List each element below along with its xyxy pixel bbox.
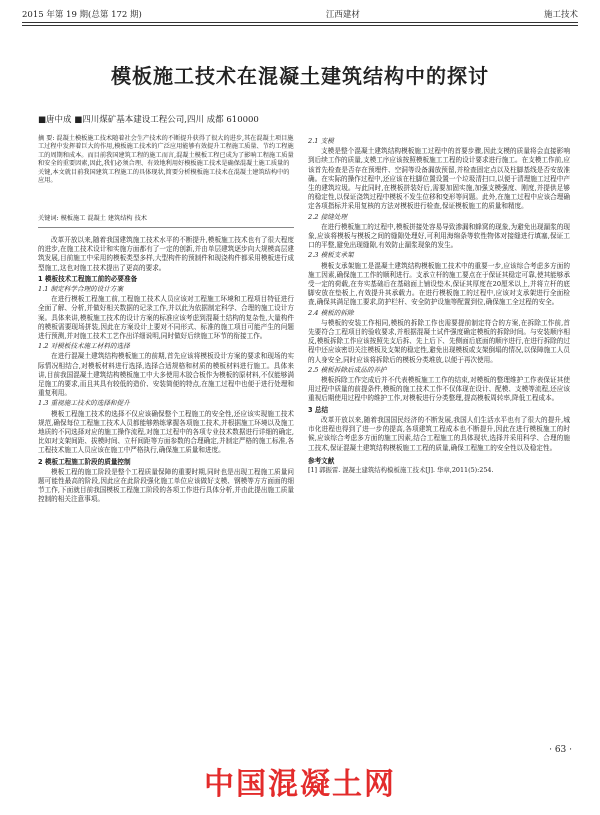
page-header [22, 6, 578, 22]
section-heading: 3 总结 [308, 405, 329, 414]
header-rule [22, 22, 578, 23]
article-title: 模板施工技术在混凝土建筑结构中的探讨 [111, 64, 489, 88]
abstract: 摘 要: 混凝土模板施工技术随着社会生产技术的不断提升获得了很大的进步,其在混凝土项目施工过程中发挥着巨大的作用,模板施工技术的广泛应用能够有效提升工程施工质量、节约工程施工的周期和成本。而目前我国建筑工程的施工而言,混凝土模板工程已成为了影响工程施工质量和安全的重要因素,因此,我们必须合理、有效地利用好模板施工技术是确保混凝土施工质量的关键,本文就目前我国建筑工程施工的具体现状,简要分析模板施工技术在混凝土建筑结构中的应用。 [38, 135, 294, 185]
body-paragraph: 改革开放以来,随着我国建筑施工技术水平的不断提升,模板施工技术也有了很大程度的进步,在施工技术设计和实施方面都有了一定的创新,并由单层建筑逐步向大规模高层建筑发展,目前施工中采用的模板类型多样,大型构件的预制件和现浇构件都采用模板进行成型施工,这也对施工技术提出了更高的要求。 [38, 236, 294, 272]
keywords: 关键词: 模板施工 混凝土 建筑结构 技术 [38, 215, 147, 222]
subsection-heading: 2.5 模板拆除后成品的养护 [308, 365, 387, 374]
body-paragraph: 在进行模板工程施工前,工程施工技术人员应该对工程施工环境和工程项目特征进行全面了解、分析,并做好相关数据的记录工作,并以此为依据制定科学、合理的施工设计方案。具体来讲,模板施工技术的设计方案的标准应该考虑到混凝土结构的复杂性,大量构件的模板需要现场拼装,因此在方案设计上要对不同形式、标准的施工项目可能产生的问题进行预测,并对施工技术工艺作出详细说明,同时做好后续施工环节的衔接工作。 [38, 295, 294, 341]
section-heading: 2 模板工程施工阶段的质量控制 [38, 457, 131, 466]
header-rule-thin [22, 25, 578, 26]
body-paragraph: 支模是整个混凝土建筑结构模板施工过程中的首要步骤,因此支模的质量将会直接影响到后续工作的质量,支模工序应该按照模板施工工程的设计要求进行施工。在支模工作前,应该首先检查是否存在预埋件、空洞等设备漏放预留,并检查固定点以及柱脚基线是否安放准确。在实际的操作过程中,还应该在柱脚位置设置一个垃圾清扫口,以便于清理施工过程中产生的建筑垃圾。与此同时,在模板拼装好后,需要加固实施,加强支模强度、刚度,并提供足够的稳定性,以保证浇筑过程中模板不发生位移和变形等问题。此外,在施工过程中应该合理确定各项指标并采用复核的方法对模板进行检查,保证模板施工的质量和精度。 [308, 147, 570, 211]
reference-item: [1] 郭振雷. 混凝土建筑结构模板施工技术[J]. 华章,2011(5):254. [308, 465, 494, 474]
body-paragraph: 在进行模板施工的过程中,模板拼接处容易导致渗漏和蜂窝的现象,为避免出现漏浆的现象,应该将模板与模板之间的缝隙处理好,可利用海绵条等软性物体对接缝进行填塞,保证工口的平整,避免出现缝隙,有效防止漏浆现象的发生。 [308, 222, 570, 250]
body-paragraph: 改革开放以来,随着我国国民经济的不断发展,我国人们生活水平也有了很大的提升,城市化进程也得到了进一步的提高,各项建筑工程成本也不断提升,因此在进行模板施工的时候,应该综合考虑多方面的施工因素,结合工程施工的具体现状,选择并采用科学、合理的施工技术,保证混凝土建筑结构模板施工工程的质量,确保工程施工的安全性以及稳定性。 [308, 415, 570, 452]
right-column [308, 136, 570, 475]
body-paragraph: 模板工程的施工阶段是整个工程质量保障的重要时期,同时也是出现工程施工质量问题可能性最高的阶段,因此应在此阶段强化施工单位应该做好支模、钢模等方方面面的细节工作,下面就目前我国模板工程施工阶段的各项工作进行具体分析,并由此提出施工质量控制的相关注意事项。 [38, 467, 294, 504]
subsection-heading: 2.4 模板的拆除 [308, 308, 354, 317]
header-section: 施工技术 [543, 10, 578, 20]
header-issue: 2015 年第 19 期(总第 172 期) [22, 10, 142, 20]
left-column [38, 236, 294, 505]
page-number: · 63 · [549, 745, 572, 755]
section-heading: 1 模板技术工程施工前的必要准备 [38, 274, 138, 283]
author-line: ■唐中成 ■四川煤矿基本建设工程公司,四川 成都 610000 [38, 115, 259, 125]
body-paragraph: 模板工程施工技术的选择不仅应该确保整个工程施工的安全性,还应该实现施工技术规范,确保每位工程施工技术人员都能够熟练掌握各项施工技术,并根据施工环境以及施工地质的不同选择对应的施工操作流程,对施工过程中的各项专业技术数据进行详细的确定,比如对支架间距、拔模时间、立杆间距等方面参数的合理确定,并制定严格的施工标准,各工程技术施工人员应该在施工中严格执行,确保施工质量和进度。 [38, 409, 294, 455]
subsection-heading: 1.3 重视施工技术的选择和提升 [38, 399, 130, 408]
subsection-heading: 1.1 制定科学合理的设计方案 [38, 285, 124, 294]
references-heading: 参考文献 [308, 456, 335, 465]
subsection-heading: 2.2 接缝处理 [308, 212, 347, 221]
subsection-heading: 2.1 支模 [308, 137, 334, 145]
body-paragraph: 模板支承架施工是混凝土建筑结构模板施工技术中的重要一步,应该综合考虑多方面的施工因素,确保施工工作的顺利进行。支承立杆的施工要点在于保证其稳定可靠,使其能够承受一定的荷载,在夯实基础后在基础面上铺设垫木,保证其厚度在20厘米以上,并将立杆的底脚安放在垫板上,有效提升其承载力。在进行模板施工的过程中,应该对支承架进行全面检查,确保其满足施工要求,防护栏杆、安全防护设施等配置到位,确保施工全过程的安全。 [308, 261, 570, 307]
abstract-divider [38, 227, 294, 228]
subsection-heading: 2.3 模板支承架 [308, 251, 354, 260]
subsection-heading: 1.2 对模板技术施工材料的选择 [38, 342, 130, 351]
body-paragraph: 在进行混凝土建筑结构模板施工的前期,首先应该将模板设计方案的要求和现场的实际情况相结合,对模板材料进行选择,选择合适规格和材质的模板材料进行施工。具体来讲,目前我国混凝土建筑结构模板施工中大多使用木胶合板作为模板的原材料,不仅能够满足施工的要求,而且其具有较低的造价、安装简便的特点,在施工过程中也便于进行处理和重复利用。 [38, 352, 294, 398]
body-paragraph: 与模板的安装工作相同,模板的拆除工作也需要提前制定符合的方案,在拆除工作前,首先要符合工程项目的验收要求,并根据混凝土试件强度确定模板的拆除时间。与安装顺序相反,模板拆除工作应该按照先支后拆、先上后下、先侧面后底面的顺序进行,在进行拆除的过程中还应该密切关注模板及支架的稳定性,避免出现模板或支架倒塌的情况,以保障施工人员的人身安全,同时应该将拆除后的模板分类堆放,以便于再次使用。 [308, 318, 570, 364]
body-paragraph: 模板拆除工作完成后并不代表模板施工工作的结束,对模板的整理维护工作表保证其使用过程中质量的前提条件,模板的施工技术工作不仅体现在设计、配模、支模等流程,还应该重视后期使用过程中的维护工作,对模板进行分类整理,提高模板周转率,降低工程成本。 [308, 376, 570, 403]
header-journal: 江西建材 [325, 10, 360, 20]
watermark: 中国混凝土网 [204, 767, 396, 802]
